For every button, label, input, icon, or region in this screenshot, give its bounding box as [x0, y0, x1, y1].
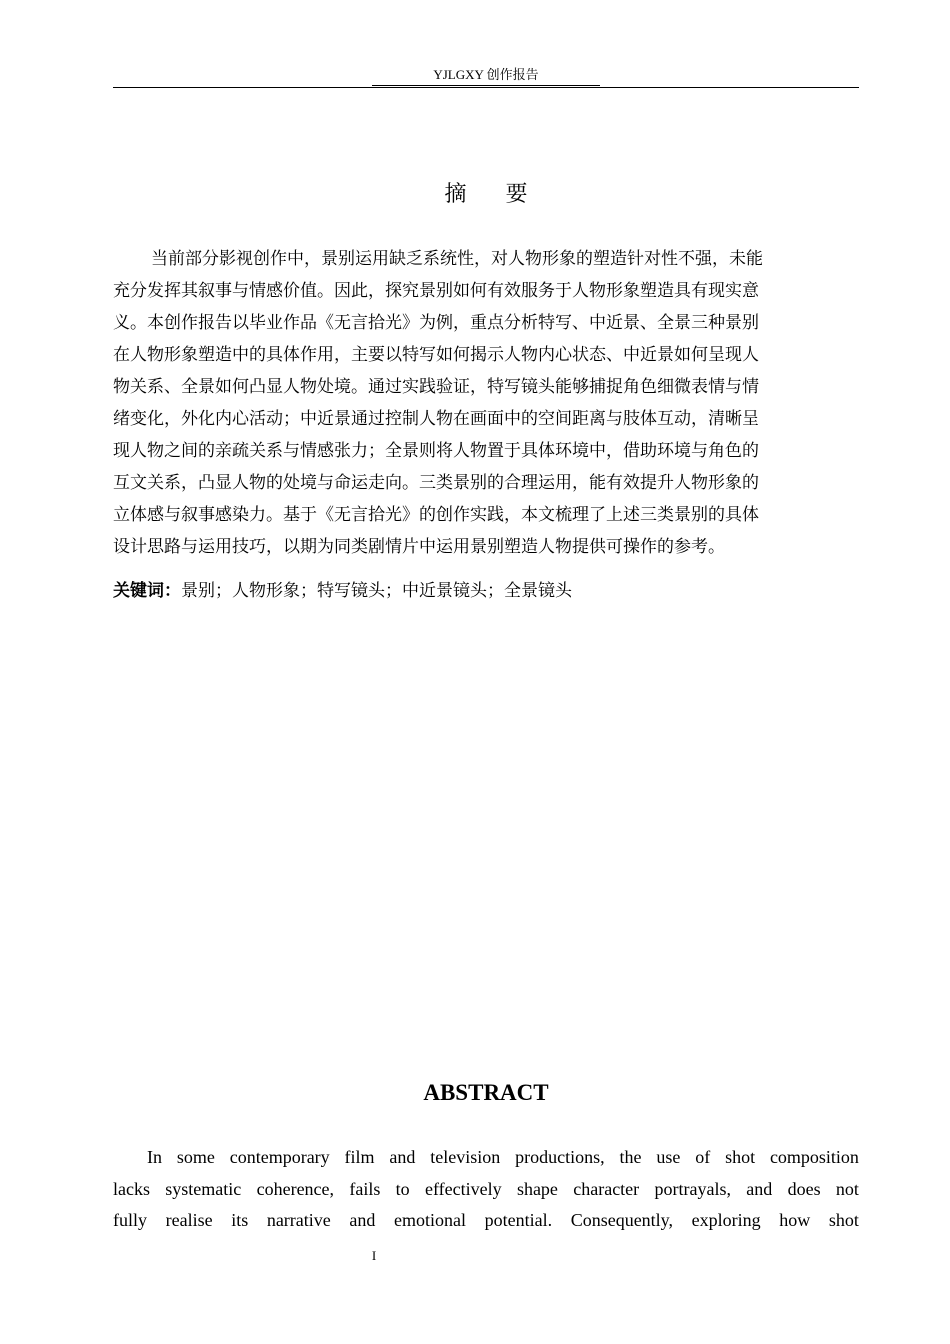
english-abstract-title: ABSTRACT — [423, 1080, 549, 1105]
en-word: potential. — [484, 1210, 553, 1230]
en-word: not — [835, 1178, 859, 1199]
en-word: shot — [725, 1147, 756, 1167]
en-word: shape — [516, 1178, 558, 1199]
english-abstract-body — [113, 1142, 859, 1237]
chinese-abstract-title: 摘 要 — [444, 182, 544, 207]
en-word: portrayals, — [654, 1178, 731, 1199]
en-word: and — [389, 1147, 416, 1167]
en-abstract-line — [113, 1142, 859, 1174]
cn-abstract-line: 义。本创作报告以毕业作品《无言拾光》为例，重点分析特写、中近景、全景三种景别 — [113, 313, 759, 333]
en-word: to — [395, 1178, 410, 1199]
en-word: narrative — [266, 1210, 331, 1230]
en-word: shot — [828, 1210, 859, 1230]
en-abstract-line — [113, 1174, 859, 1206]
chinese-abstract-body — [113, 243, 843, 563]
cn-abstract-line: 充分发挥其叙事与情感价值。因此，探究景别如何有效服务于人物形象塑造具有现实意 — [113, 281, 759, 301]
en-word: productions, — [515, 1147, 605, 1167]
en-word: does — [787, 1178, 821, 1199]
en-word: some — [176, 1147, 215, 1167]
keywords-label: 关键词： — [113, 581, 181, 601]
en-word: television — [430, 1147, 501, 1167]
cn-abstract-line: 物关系、全景如何凸显人物处境。通过实践验证，特写镜头能够捕捉角色细微表情与情 — [113, 377, 759, 397]
en-word: its — [231, 1210, 249, 1230]
en-word: character — [573, 1178, 640, 1199]
en-word: systematic — [165, 1178, 242, 1199]
chinese-keywords — [113, 575, 859, 607]
en-word: composition — [769, 1147, 859, 1167]
en-word: the — [619, 1147, 642, 1167]
cn-abstract-line: 在人物形象塑造中的具体作用，主要以特写如何揭示人物内心状态、中近景如何呈现人 — [113, 345, 759, 365]
cn-abstract-line: 立体感与叙事感染力。基于《无言拾光》的创作实践，本文梳理了上述三类景别的具体 — [113, 505, 759, 525]
cn-abstract-line: 设计思路与运用技巧，以期为同类剧情片中运用景别塑造人物提供可操作的参考。 — [113, 537, 725, 557]
header-divider — [113, 87, 859, 88]
en-word: lacks — [113, 1178, 150, 1199]
en-word: emotional — [394, 1210, 466, 1230]
en-word: Consequently, — [570, 1210, 674, 1230]
en-word: fully — [113, 1210, 147, 1230]
keywords-value: 景别；人物形象；特写镜头；中近景镜头；全景镜头 — [181, 581, 572, 601]
en-word: effectively — [425, 1178, 502, 1199]
page-header-title: YJLGXY 创作报告 — [372, 66, 600, 86]
en-word: of — [695, 1147, 711, 1167]
en-word: exploring — [691, 1210, 761, 1230]
en-word: coherence, — [256, 1178, 335, 1199]
en-word: In — [147, 1147, 162, 1167]
en-word: film — [344, 1147, 375, 1167]
en-word: how — [779, 1210, 811, 1230]
cn-abstract-line: 现人物之间的亲疏关系与情感张力；全景则将人物置于具体环境中，借助环境与角色的 — [113, 441, 759, 461]
en-word: fails — [349, 1178, 381, 1199]
en-word: contemporary — [229, 1147, 330, 1167]
cn-abstract-line: 绪变化，外化内心活动；中近景通过控制人物在画面中的空间距离与肢体互动，清晰呈 — [113, 409, 759, 429]
en-word: use — [656, 1147, 681, 1167]
page-number: I — [371, 1248, 377, 1263]
cn-abstract-line: 当前部分影视创作中，景别运用缺乏系统性，对人物形象的塑造针对性不强，未能 — [151, 249, 763, 269]
cn-abstract-line: 互文关系，凸显人物的处境与命运走向。三类景别的合理运用，能有效提升人物形象的 — [113, 473, 759, 493]
en-abstract-line — [113, 1205, 859, 1237]
en-word: and — [746, 1178, 773, 1199]
en-word: realise — [165, 1210, 213, 1230]
en-word: and — [349, 1210, 376, 1230]
